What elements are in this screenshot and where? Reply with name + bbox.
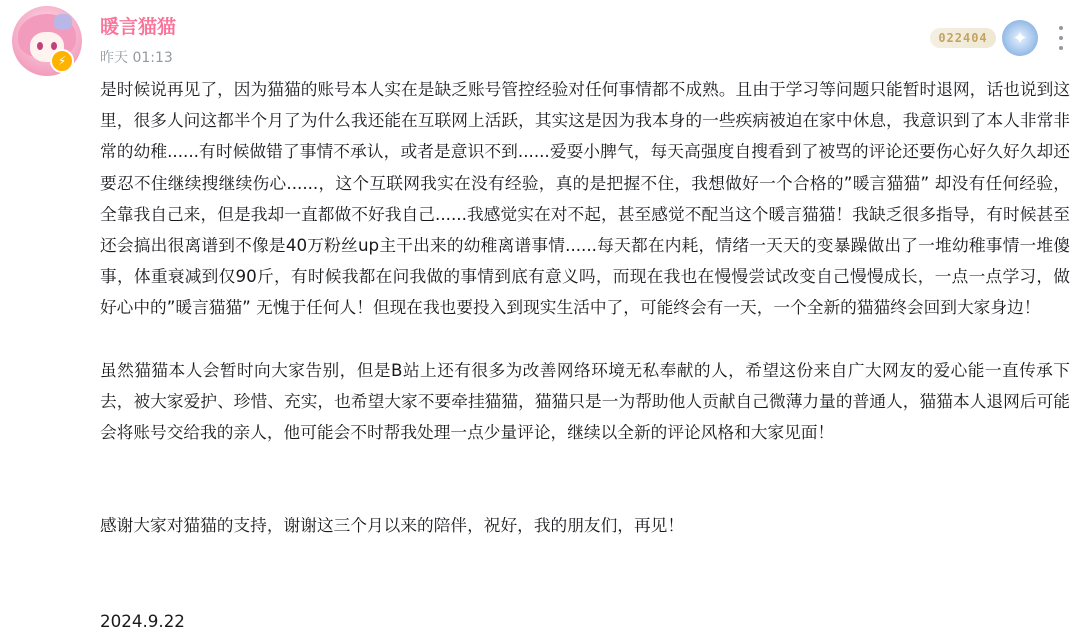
more-dot	[1059, 46, 1063, 50]
lightning-bolt-icon: ⚡	[50, 49, 74, 73]
post-date: 2024.9.22	[100, 611, 185, 631]
username[interactable]: 暖言猫猫	[100, 16, 177, 38]
post-content	[100, 74, 1070, 541]
avatar-pendant-decoration-icon[interactable]: ✦	[1002, 20, 1038, 56]
paragraph-thanks-community: 虽然猫猫本人会暂时向大家告别，但是B站上还有很多为改善网络环境无私奉献的人，希望这份来自广大网友的爱心能一直传承下去，被大家爱护、珍惜、充实，也希望大家不要牵挂猫猫，猫猫只是一为帮助他人贡献自己微薄力量的普通人，猫猫本人退网后可能会将账号交给我的亲人，他可能会不时帮我处理一点少量评论，继续以全新的评论风格和大家见面！	[100, 359, 1070, 443]
avatar-eye-left	[37, 42, 43, 50]
paragraph-goodbye: 感谢大家对猫猫的支持，谢谢这三个月以来的陪伴，祝好，我的朋友们，再见！	[100, 515, 685, 536]
more-vertical-icon[interactable]	[1055, 26, 1067, 50]
fan-medal-badge: 022404	[930, 28, 996, 48]
more-dot	[1059, 26, 1063, 30]
avatar-ornament	[54, 14, 72, 30]
more-dot	[1059, 36, 1063, 40]
avatar-eye-right	[51, 42, 57, 50]
paragraph-farewell: 是时候说再见了，因为猫猫的账号本人实在是缺乏账号管控经验对任何事情都不成熟。且由于学习等问题只能暂时退网，话也说到这里，很多人问这都半个月了为什么我还能在互联网上活跃，其实这是因为我本身的一些疾病被迫在家中休息，我意识到了本人非常非常的幼稚......有时候做错了事情不承认，或者是意识不到......爱耍小脾气，每天高强度自搜看到了被骂的评论还要伤心好久好久却还要忍不住继续搜继续伤心......，这个互联网我实在没有经验，真的是把握不住，我想做好一个合格的”暖言猫猫” 却没有任何经验，全靠我自己来，但是我却一直都做不好我自己......我感觉实在对不起，甚至感觉不配当这个暖言猫猫！我缺乏很多指导，有时候甚至还会搞出很离谱到不像是40万粉丝up主干出来的幼稚离谱事情......每天都在内耗，情绪一天天的变暴躁做出了一堆幼稚事情一堆傻事，体重衰减到仅90斤，有时候我都在问我做的事情到底有意义吗，而现在我也在慢慢尝试改变自己慢慢成长，一点一点学习，做好心中的”暖言猫猫” 无愧于任何人！但现在我也要投入到现实生活中了，可能终会有一天，一个全新的猫猫终会回到大家身边！	[100, 79, 1070, 318]
post-timestamp: 昨天 01:13	[100, 50, 173, 66]
